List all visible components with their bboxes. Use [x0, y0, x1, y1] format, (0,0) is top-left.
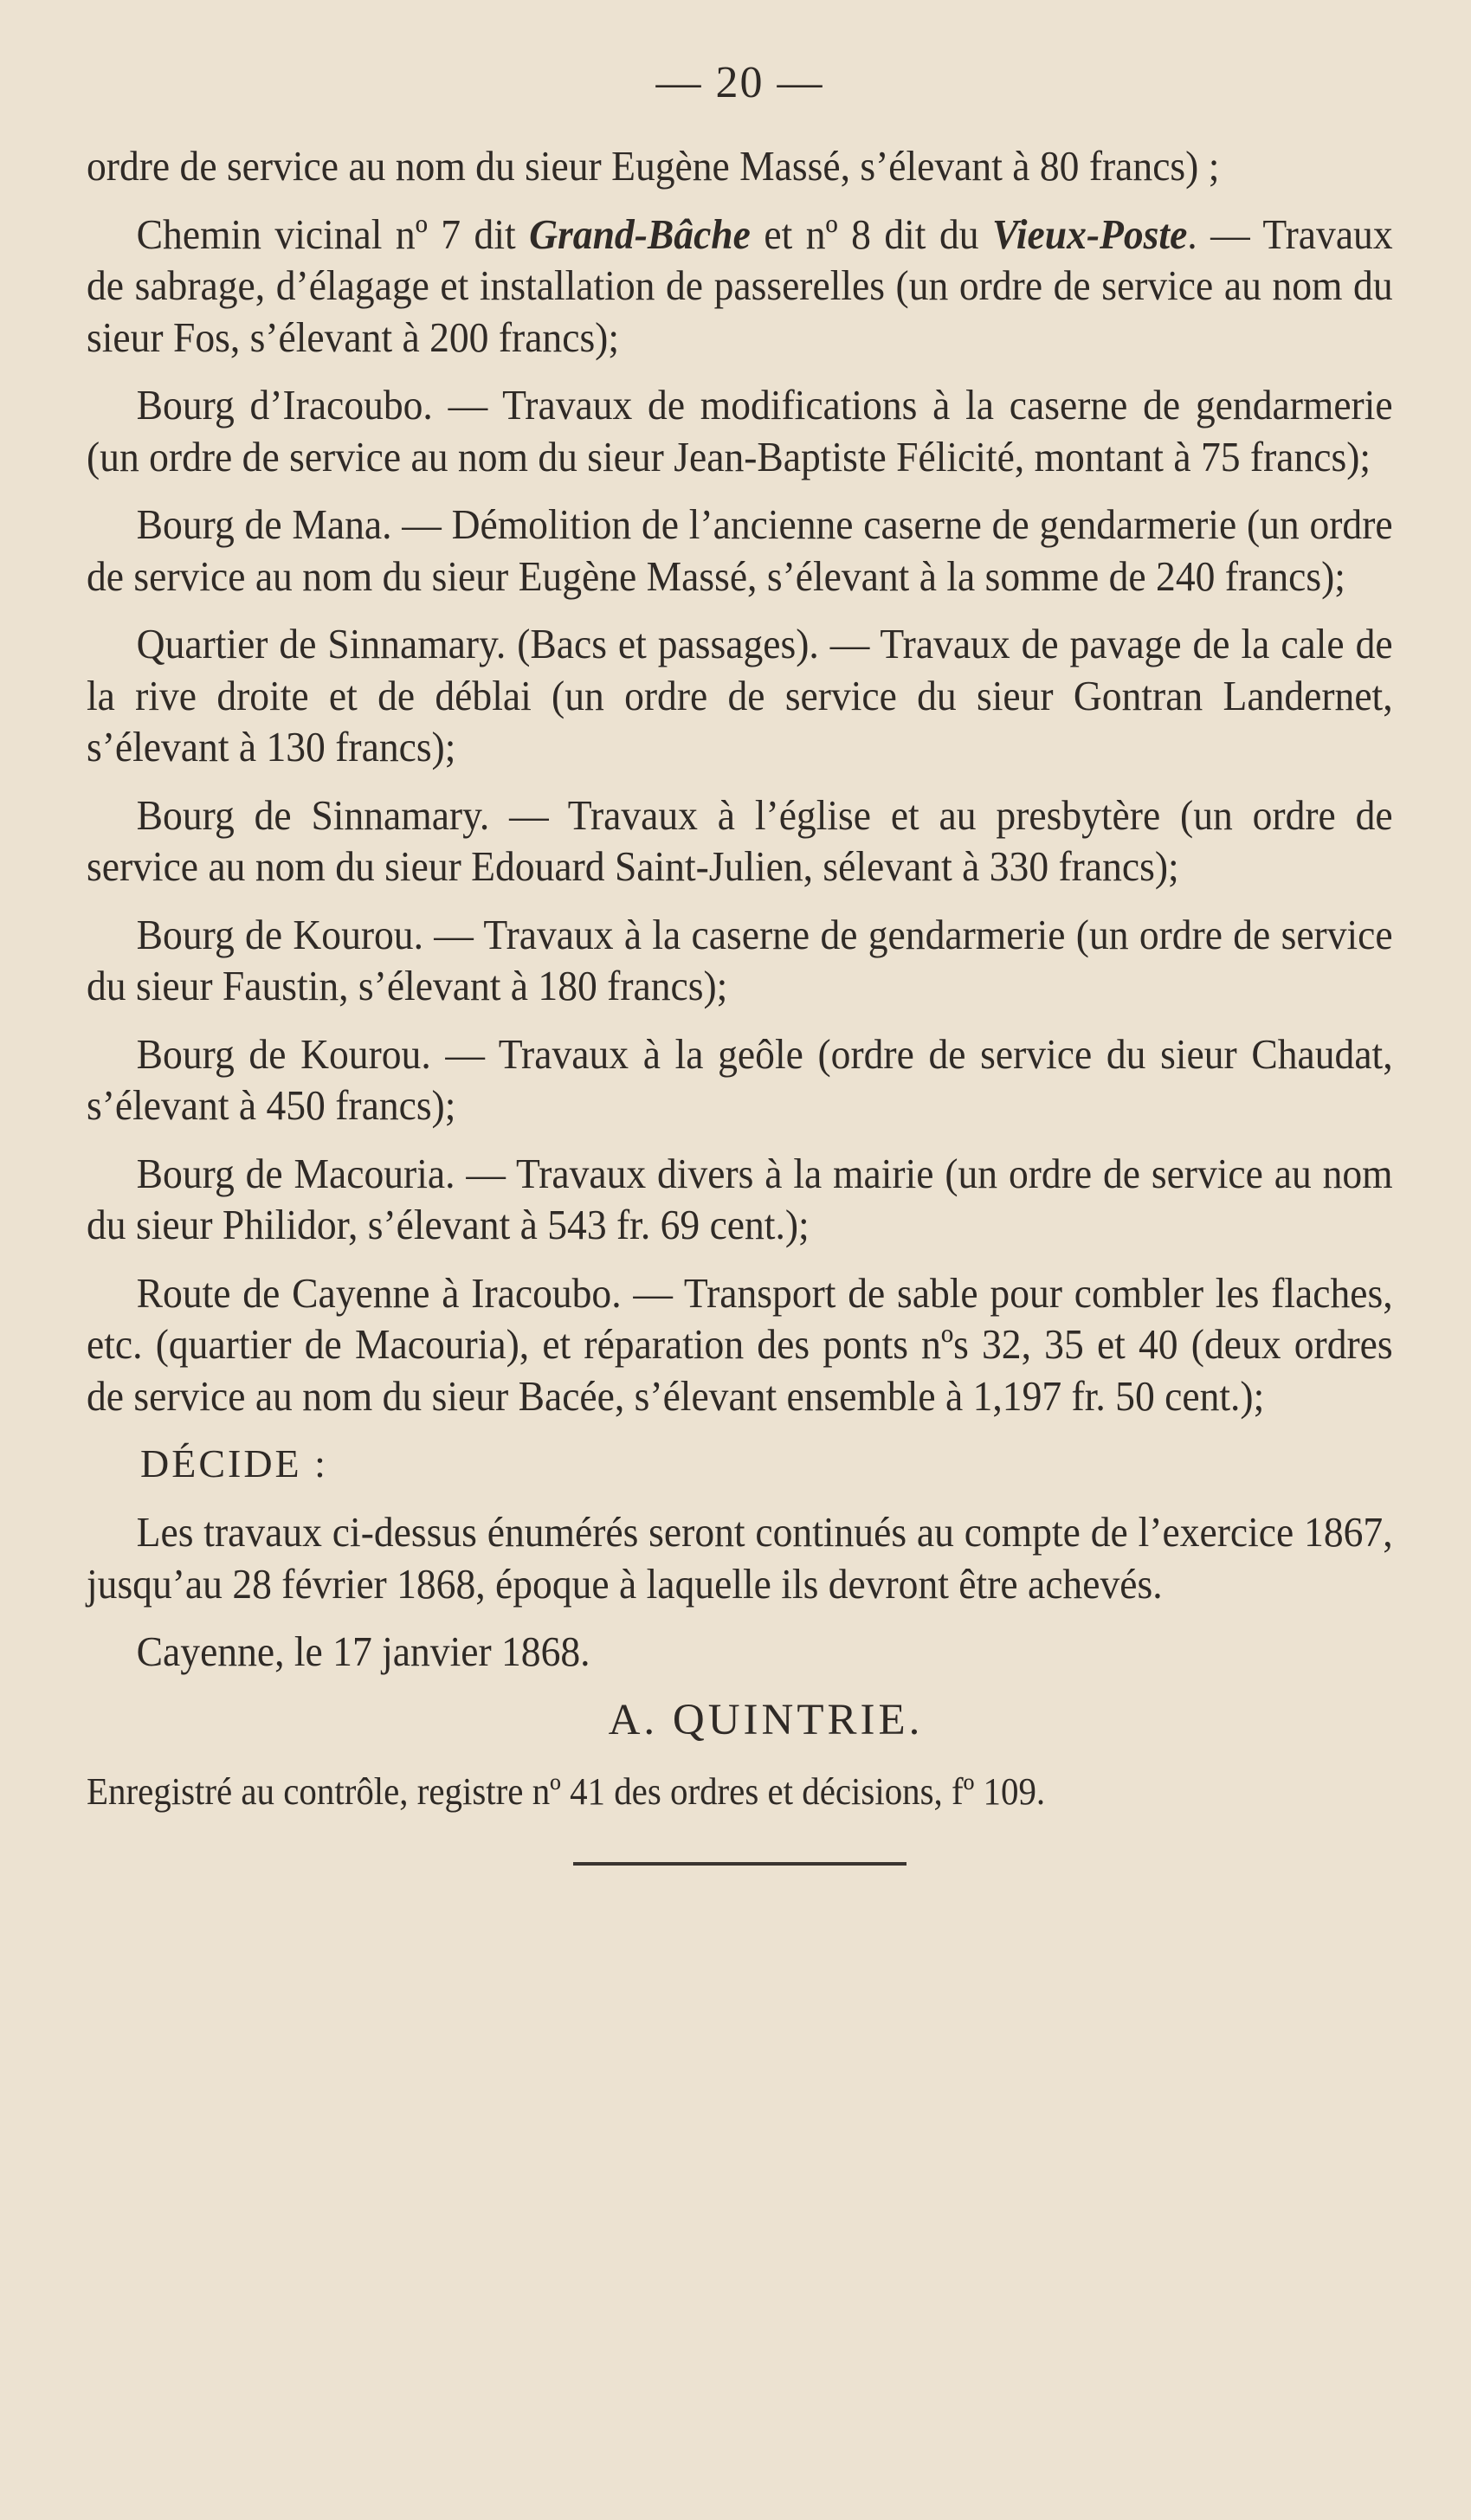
decision-text: Les travaux ci-dessus énumérés seront continués au compte de l’exercice 1867, jusqu’au 28 février 1868, époque à laquelle ils devront être achevés.	[87, 1508, 1393, 1608]
paragraph-continuation: ordre de service au nom du sieur Eugène Massé, s’élevant à 80 francs) ;	[87, 142, 1220, 190]
place-name-vieux-poste: Vieux-Poste	[991, 209, 1188, 258]
paragraph-rest-text: . — Travaux de sabrage, d’élagage et installation de passerelles (un ordre de service au nom du sieur Fos, s’élevant à 200 francs);	[87, 209, 1393, 361]
paragraph-kourou-geole: Bourg de Kourou. — Travaux à la geôle (ordre de service du sieur Chaudat, s’élevant à 450 francs);	[87, 1029, 1393, 1129]
page-number: — 20 —	[655, 58, 824, 107]
decide-heading: DÉCIDE :	[140, 1441, 328, 1486]
paragraph-quartier-sinnamary: Quartier de Sinnamary. (Bacs et passages). — Travaux de pavage de la cale de la rive droite et de déblai (un ordre de service du sieur Gontran Landernet, s’élevant à 130 francs);	[87, 620, 1393, 770]
registration-note: Enregistré au contrôle, registre nº 41 des ordres et décisions, fº 109.	[87, 1769, 1046, 1813]
paragraph-kourou-caserne: Bourg de Kourou. — Travaux à la caserne de gendarmerie (un ordre de service du sieur Faustin, s’élevant à 180 francs);	[87, 910, 1393, 1009]
paragraph-iracoubo: Bourg d’Iracoubo. — Travaux de modifications à la caserne de gendarmerie (un ordre de service au nom du sieur Jean-Baptiste Félicité, montant à 75 francs);	[87, 381, 1393, 480]
paragraph-mid-text: et nº 8 dit du	[750, 209, 992, 258]
paragraph-chemin-vicinal	[87, 209, 1393, 364]
paragraph-macouria: Bourg de Macouria. — Travaux divers à la mairie (un ordre de service au nom du sieur Philidor, s’élevant à 543 fr. 69 cent.);	[87, 1149, 1393, 1248]
paragraph-bourg-sinnamary: Bourg de Sinnamary. — Travaux à l’église et au presbytère (un ordre de service au nom du sieur Edouard Saint-Julien, sélevant à 330 francs);	[87, 790, 1393, 890]
place-name-grand-bache: Grand-Bâche	[529, 209, 751, 258]
paragraph-lead-text: Chemin vicinal nº 7 dit	[136, 209, 530, 258]
paragraph-route-cayenne: Route de Cayenne à Iracoubo. — Transport de sable pour combler les flaches, etc. (quartier de Macouria), et réparation des ponts nºs 32, 35 et 40 (deux ordres de service au nom du sieur Bacée, s’élevant ensemble à 1,197 fr. 50 cent.);	[87, 1268, 1393, 1420]
closing-rule	[573, 1862, 906, 1866]
paragraph-mana: Bourg de Mana. — Démolition de l’ancienne caserne de gendarmerie (un ordre de service au nom du sieur Eugène Massé, s’élevant à la somme de 240 francs);	[87, 500, 1393, 600]
signature: A. QUINTRIE.	[608, 1695, 924, 1744]
place-date: Cayenne, le 17 janvier 1868.	[136, 1627, 590, 1675]
